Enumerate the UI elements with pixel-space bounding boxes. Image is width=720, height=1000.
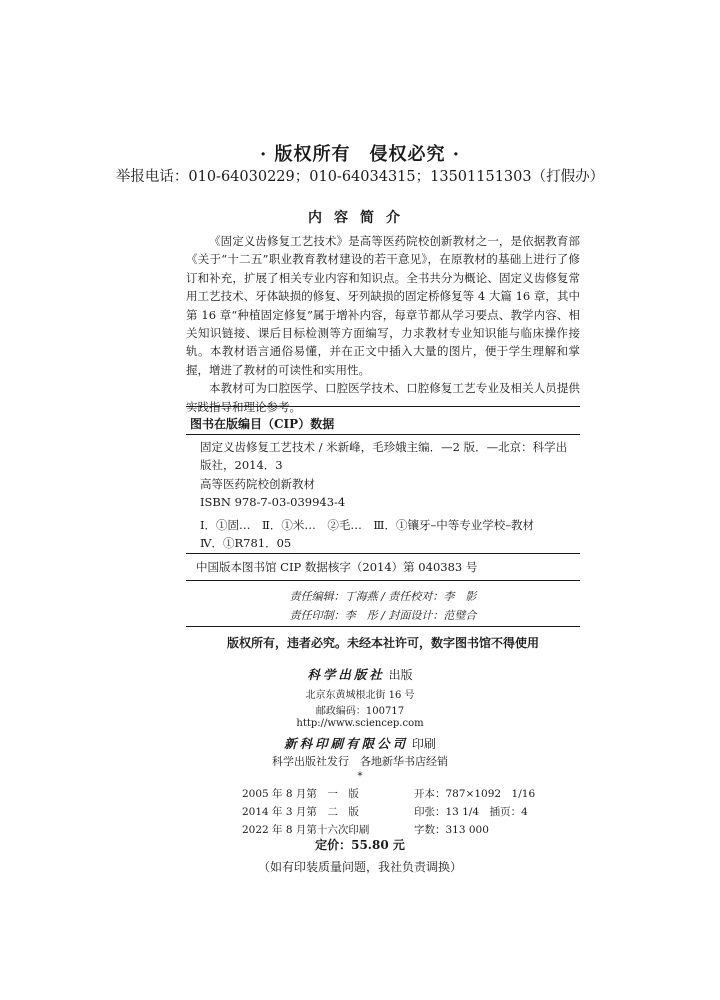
publisher-logo: 科学出版社 bbox=[307, 667, 385, 682]
spec-row bbox=[242, 786, 535, 801]
publisher-postcode: 邮政编码：100717 bbox=[315, 706, 405, 717]
price: 定价：55.80 元 bbox=[315, 838, 405, 852]
printer-line bbox=[0, 734, 720, 752]
copyright-heading: · 版权所有 侵权必究 · bbox=[259, 144, 461, 165]
spec-info: 字数：313 000 bbox=[414, 824, 489, 836]
spec-row bbox=[242, 804, 528, 819]
printer-role: 印刷 bbox=[411, 737, 436, 751]
spec-row bbox=[242, 822, 489, 837]
cip-record-line-2: 高等医药院校创新教材 bbox=[200, 477, 315, 491]
spec-info: 开本：787×1092 1/16 bbox=[414, 788, 536, 800]
rights-notice: 版权所有，违者必究。未经本社许可，数字图书馆不得使用 bbox=[226, 636, 539, 650]
spec-info: 印张：13 1/4 插页：4 bbox=[414, 806, 528, 818]
cip-title-rule bbox=[186, 434, 580, 435]
cip-record-line-1: 固定义齿修复工艺技术 / 米新峰，毛珍娥主编．—2 版．—北京：科学出版社，2014．3 bbox=[200, 440, 568, 472]
intro-paragraph-2: 本教材可为口腔医学、口腔医学技术、口腔修复工艺专业及相关人员提供实践指导和理论参考。 bbox=[186, 381, 580, 414]
spec-edition: 2022 年 8 月第十六次印刷 bbox=[242, 824, 370, 836]
intro-text bbox=[186, 232, 580, 416]
intro-title: 内容简介 bbox=[308, 210, 412, 226]
publisher-address: 北京东黄城根北街 16 号 bbox=[305, 690, 415, 701]
asterisk-separator: * bbox=[357, 771, 363, 782]
publisher-role: 出版 bbox=[388, 668, 413, 682]
cip-record-line-4: Ⅰ．①固… Ⅱ．①米… ②毛… Ⅲ．①镶牙–中等专业学校–教材 bbox=[200, 518, 534, 532]
spec-edition: 2005 年 8 月第 一 版 bbox=[242, 788, 359, 800]
staff-line-1: 责任编辑：丁海燕 / 责任校对：李 影 bbox=[289, 590, 477, 603]
cip-record-line-6: 中国版本图书馆 CIP 数据核字（2014）第 040383 号 bbox=[196, 560, 478, 574]
cip-record-line-3: ISBN 978-7-03-039943-4 bbox=[200, 495, 346, 509]
distribution-line: 科学出版社发行 各地新华书店经销 bbox=[272, 755, 448, 768]
cip-record-line-5: Ⅳ．①R781．05 bbox=[200, 536, 292, 550]
quality-note: （如有印装质量问题，我社负责调换） bbox=[257, 860, 462, 874]
intro-paragraph-1: 《固定义齿修复工艺技术》是高等医药院校创新教材之一，是依据教育部《关于“十二五”职业教育教材建设的若干意见》，在原教材的基础上进行了修订和补充，扩展了相关专业内容和知识点。全书共分为概论、固定义齿修复常用工艺技术、牙体缺损的修复、牙列缺损的固定桥修复等 4 大篇 16 章，其中第 16 章“种植固定修复”属于增补内容，每章节都从学习要点、教学内容、相关知识链接、课后目标检测等方面编写，力求教材专业知识能与临床操作接轨。本教材语言通俗易懂，并在正文中插入大量的图片，便于学生理解和掌握，增进了教材的可读性和实用性。 bbox=[186, 234, 580, 377]
report-phone-line: 举报电话：010-64030229；010-64034315；13501151303（打假办） bbox=[115, 169, 605, 185]
publisher-url: http://www.sciencep.com bbox=[296, 718, 424, 729]
staff-line-2: 责任印制：李 彤 / 封面设计：范璧合 bbox=[289, 609, 477, 622]
publisher-line bbox=[0, 665, 720, 683]
cip-divider-rule bbox=[186, 553, 580, 554]
printer-logo: 新科印刷有限公司 bbox=[284, 736, 409, 751]
spec-edition: 2014 年 3 月第 二 版 bbox=[242, 806, 359, 818]
cip-bottom-rule bbox=[186, 580, 580, 581]
staff-bottom-rule bbox=[186, 626, 580, 627]
cip-title: 图书在版编目（CIP）数据 bbox=[190, 417, 335, 431]
cip-top-rule bbox=[186, 406, 580, 407]
